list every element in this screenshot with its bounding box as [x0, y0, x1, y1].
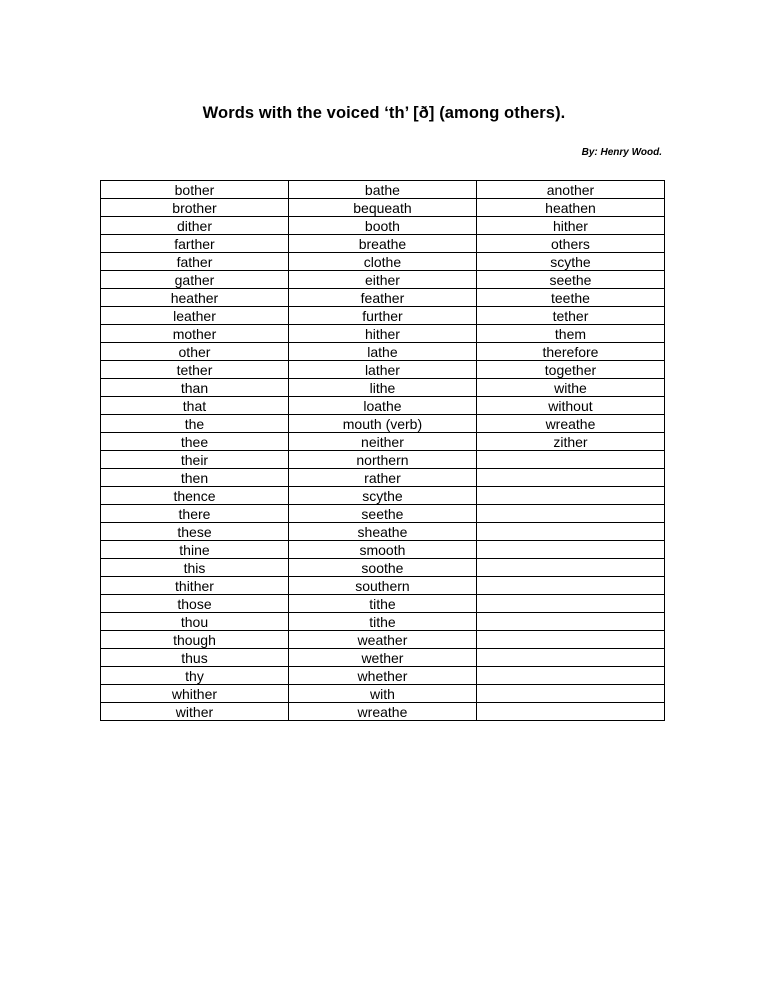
word-cell: weather: [288, 631, 476, 649]
word-cell: wreathe: [476, 415, 664, 433]
word-cell: whether: [288, 667, 476, 685]
word-cell: sheathe: [288, 523, 476, 541]
word-cell: farther: [101, 235, 289, 253]
word-cell: this: [101, 559, 289, 577]
word-cell: there: [101, 505, 289, 523]
word-cell: thy: [101, 667, 289, 685]
table-row: [101, 325, 665, 343]
page-title: Words with the voiced ‘th’ [ð] (among others).: [202, 104, 566, 122]
word-cell: [476, 559, 664, 577]
word-cell: thus: [101, 649, 289, 667]
word-cell: tether: [101, 361, 289, 379]
word-cell: seethe: [288, 505, 476, 523]
table-row: [101, 289, 665, 307]
word-cell: scythe: [476, 253, 664, 271]
table-row: [101, 307, 665, 325]
word-cell: bathe: [288, 181, 476, 199]
word-cell: tether: [476, 307, 664, 325]
table-row: [101, 703, 665, 721]
word-cell: hither: [288, 325, 476, 343]
word-cell: bother: [101, 181, 289, 199]
word-cell: lather: [288, 361, 476, 379]
table-row: [101, 649, 665, 667]
word-cell: [476, 469, 664, 487]
word-cell: [476, 523, 664, 541]
table-row: [101, 199, 665, 217]
word-cell: seethe: [476, 271, 664, 289]
word-cell: [476, 703, 664, 721]
word-cell: tithe: [288, 595, 476, 613]
word-cell: lithe: [288, 379, 476, 397]
word-cell: [476, 487, 664, 505]
table-row: [101, 271, 665, 289]
word-cell: [476, 631, 664, 649]
word-cell: their: [101, 451, 289, 469]
table-row: [101, 595, 665, 613]
table-row: [101, 343, 665, 361]
word-cell: than: [101, 379, 289, 397]
word-cell: [476, 541, 664, 559]
table-row: [101, 451, 665, 469]
word-cell: lathe: [288, 343, 476, 361]
word-cell: wether: [288, 649, 476, 667]
word-cell: hither: [476, 217, 664, 235]
word-cell: another: [476, 181, 664, 199]
word-cell: gather: [101, 271, 289, 289]
word-cell: others: [476, 235, 664, 253]
word-cell: [476, 451, 664, 469]
word-cell: booth: [288, 217, 476, 235]
author-byline: By: Henry Wood.: [581, 147, 662, 158]
table-row: [101, 469, 665, 487]
word-cell: loathe: [288, 397, 476, 415]
word-cell: other: [101, 343, 289, 361]
table-row: [101, 397, 665, 415]
word-cell: thee: [101, 433, 289, 451]
word-cell: together: [476, 361, 664, 379]
table-row: [101, 505, 665, 523]
word-cell: rather: [288, 469, 476, 487]
word-cell: [476, 613, 664, 631]
word-cell: withe: [476, 379, 664, 397]
table-row: [101, 433, 665, 451]
word-cell: whither: [101, 685, 289, 703]
word-cell: these: [101, 523, 289, 541]
word-cell: [476, 649, 664, 667]
word-cell: scythe: [288, 487, 476, 505]
word-cell: smooth: [288, 541, 476, 559]
word-cell: those: [101, 595, 289, 613]
table-row: [101, 577, 665, 595]
word-cell: thou: [101, 613, 289, 631]
word-table-body: [101, 181, 665, 721]
word-cell: wreathe: [288, 703, 476, 721]
table-row: [101, 667, 665, 685]
word-cell: further: [288, 307, 476, 325]
table-row: [101, 235, 665, 253]
word-cell: therefore: [476, 343, 664, 361]
word-table: [100, 180, 665, 721]
word-cell: [476, 685, 664, 703]
word-cell: [476, 577, 664, 595]
table-row: [101, 523, 665, 541]
word-cell: heather: [101, 289, 289, 307]
table-row: [101, 685, 665, 703]
word-cell: wither: [101, 703, 289, 721]
word-cell: neither: [288, 433, 476, 451]
word-cell: though: [101, 631, 289, 649]
word-cell: bequeath: [288, 199, 476, 217]
table-row: [101, 379, 665, 397]
word-cell: with: [288, 685, 476, 703]
word-cell: zither: [476, 433, 664, 451]
table-row: [101, 613, 665, 631]
word-cell: [476, 505, 664, 523]
table-row: [101, 361, 665, 379]
word-cell: heathen: [476, 199, 664, 217]
table-row: [101, 415, 665, 433]
table-row: [101, 487, 665, 505]
word-cell: father: [101, 253, 289, 271]
word-cell: northern: [288, 451, 476, 469]
word-cell: clothe: [288, 253, 476, 271]
table-row: [101, 181, 665, 199]
word-cell: soothe: [288, 559, 476, 577]
word-cell: [476, 667, 664, 685]
word-cell: thither: [101, 577, 289, 595]
table-row: [101, 559, 665, 577]
word-cell: [476, 595, 664, 613]
word-cell: them: [476, 325, 664, 343]
word-cell: mother: [101, 325, 289, 343]
word-cell: thine: [101, 541, 289, 559]
word-cell: then: [101, 469, 289, 487]
table-row: [101, 541, 665, 559]
word-cell: without: [476, 397, 664, 415]
word-cell: leather: [101, 307, 289, 325]
table-row: [101, 217, 665, 235]
word-cell: southern: [288, 577, 476, 595]
word-cell: brother: [101, 199, 289, 217]
word-cell: thence: [101, 487, 289, 505]
word-cell: feather: [288, 289, 476, 307]
word-cell: teethe: [476, 289, 664, 307]
word-cell: tithe: [288, 613, 476, 631]
table-row: [101, 253, 665, 271]
word-cell: that: [101, 397, 289, 415]
word-cell: mouth (verb): [288, 415, 476, 433]
word-cell: dither: [101, 217, 289, 235]
table-row: [101, 631, 665, 649]
word-cell: breathe: [288, 235, 476, 253]
word-cell: either: [288, 271, 476, 289]
word-cell: the: [101, 415, 289, 433]
